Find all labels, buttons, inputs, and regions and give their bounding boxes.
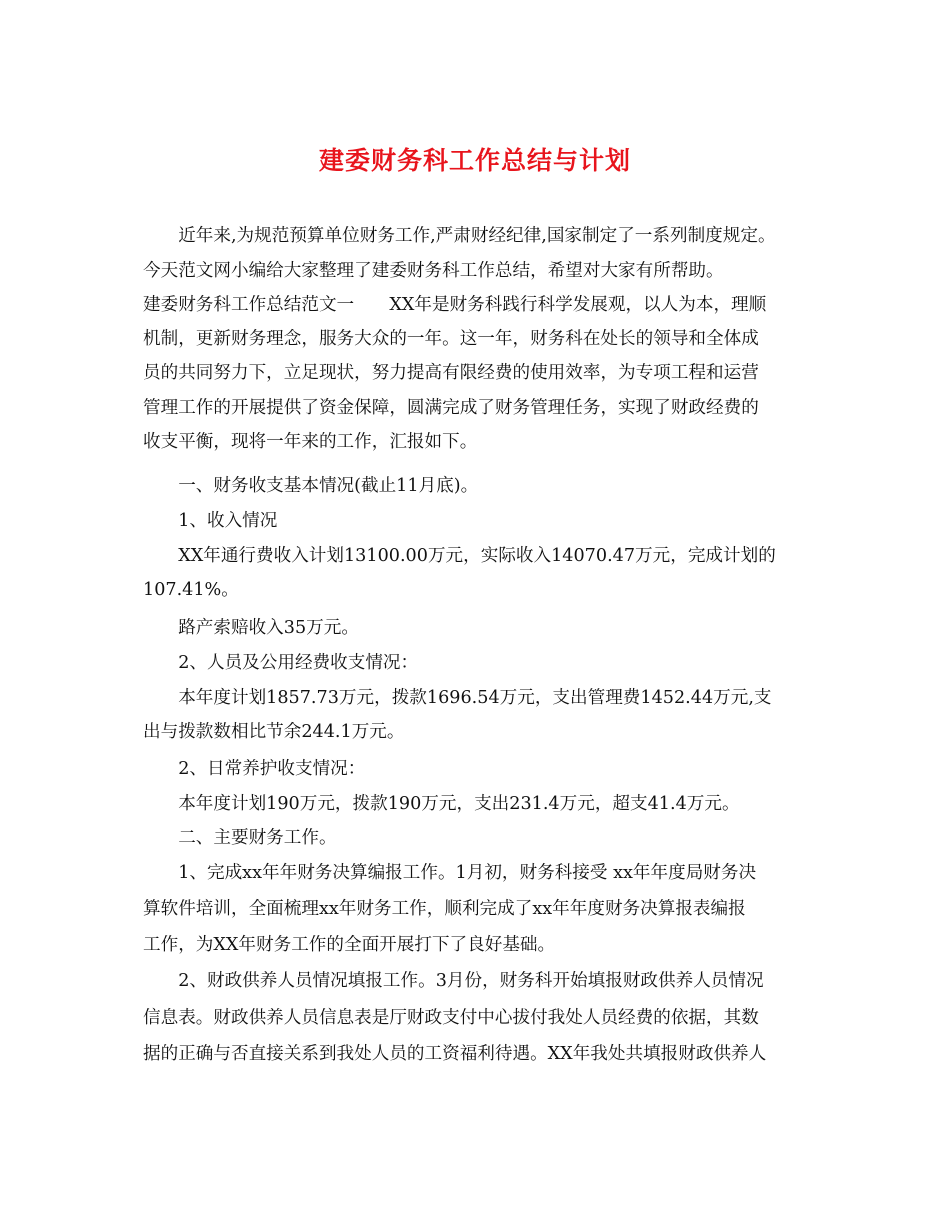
body-line: 二、主要财务工作。 (143, 828, 337, 848)
body-line: 管理工作的开展提供了资金保障，圆满完成了财务管理任务，实现了财政经费的 (143, 398, 759, 418)
document-title: 建委财务科工作总结与计划 (318, 146, 631, 175)
body-line: 一、财务收支基本情况(截止11月底)。 (143, 476, 479, 496)
body-line: 近年来,为规范预算单位财务工作,严肃财经纪律,国家制定了一系列制度规定。 (143, 226, 776, 246)
body-line: 建委财务科工作总结范文一 XX年是财务科践行科学发展观，以人为本，理顺 (143, 295, 767, 315)
body-line: 2、人员及公用经费收支情况： (143, 653, 419, 673)
body-line: 收支平衡，现将一年来的工作，汇报如下。 (143, 432, 478, 452)
body-line: 2、财政供养人员情况填报工作。3月份，财务科开始填报财政供养人员情况 (143, 971, 764, 991)
body-line: 本年度计划1857.73万元，拨款1696.54万元，支出管理费1452.44万元,支 (143, 688, 772, 708)
body-line: 107.41%。 (143, 580, 239, 600)
body-line: 信息表。财政供养人员信息表是厅财政支付中心拔付我处人员经费的依据，其数 (143, 1008, 759, 1028)
body-line: 员的共同努力下，立足现状，努力提高有限经费的使用效率，为专项工程和运营 (143, 363, 759, 383)
body-line: XX年通行费收入计划13100.00万元，实际收入14070.47万元，完成计划的 (143, 546, 776, 566)
body-line: 出与拨款数相比节余244.1万元。 (143, 722, 405, 742)
body-line: 2、日常养护收支情况： (143, 759, 366, 779)
body-line: 本年度计划190万元，拨款190万元，支出231.4万元，超支41.4万元。 (143, 794, 740, 814)
body-line: 1、完成xx年年财务决算编报工作。1月初，财务科接受 xx年年度局财务决 (143, 863, 757, 883)
body-line: 路产索赔收入35万元。 (143, 618, 359, 638)
body-line: 机制，更新财务理念，服务大众的一年。这一年，财务科在处长的领导和全体成 (143, 329, 759, 349)
body-line: 据的正确与否直接关系到我处人员的工资福利待遇。XX年我处共填报财政供养人 (143, 1044, 767, 1064)
body-line: 今天范文网小编给大家整理了建委财务科工作总结，希望对大家有所帮助。 (143, 261, 724, 281)
body-line: 算软件培训，全面梳理xx年财务工作，顺利完成了xx年年度财务决算报表编报 (143, 899, 746, 919)
body-line: 1、收入情况 (143, 511, 278, 531)
body-line: 工作，为XX年财务工作的全面开展打下了良好基础。 (143, 935, 556, 955)
